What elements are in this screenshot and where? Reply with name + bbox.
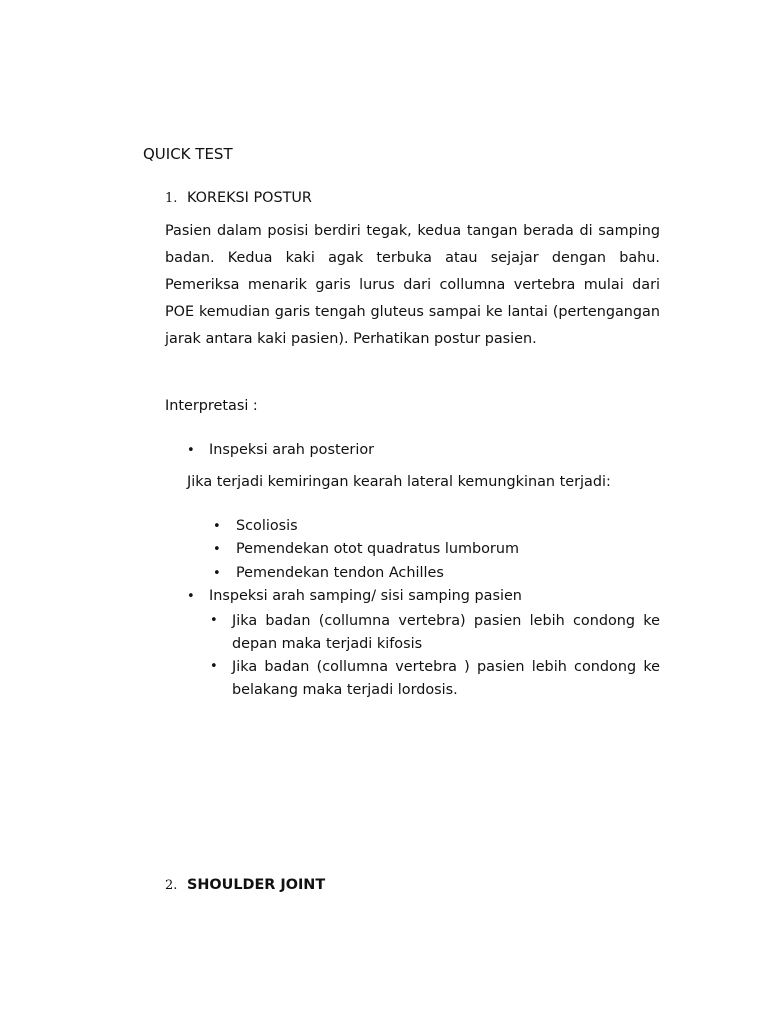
bullet-icon: •: [213, 542, 221, 557]
section-2-heading: [165, 877, 325, 893]
list-item-note: Jika terjadi kemiringan kearah lateral kemungkinan terjadi:: [187, 474, 611, 490]
section-1-number: 1.: [165, 191, 178, 206]
sub-list-item: Jika badan (collumna vertebra ) pasien lebih condong ke belakang maka terjadi lordosis.: [232, 659, 660, 698]
bullet-icon: •: [187, 443, 195, 458]
sub-list-item: Pemendekan otot quadratus lumborum: [236, 541, 519, 557]
section-1-title: KOREKSI POSTUR: [187, 190, 312, 206]
section-2-number: 2.: [165, 878, 178, 893]
interpretation-label: Interpretasi :: [165, 398, 258, 414]
sub-list-item: Scoliosis: [236, 518, 298, 534]
section-1-heading: [165, 190, 312, 206]
section-2-title: SHOULDER JOINT: [187, 877, 326, 893]
list-item: Inspeksi arah posterior: [209, 442, 375, 458]
section-1-paragraph: Pasien dalam posisi berdiri tegak, kedua tangan berada di samping badan. Kedua kaki agak terbuka atau sejajar dengan bahu. Pemeriksa menarik garis lurus dari collumna vertebra mulai dari POE kemudian garis tengah gluteus sampai ke lantai (pertengangan jarak antara kaki pasien). Perhatikan postur pasien.: [165, 223, 660, 347]
bullet-icon: •: [213, 566, 221, 581]
bullet-icon: •: [210, 613, 218, 628]
list-item: Inspeksi arah samping/ sisi samping pasien: [209, 588, 522, 604]
sub-list-item: Jika badan (collumna vertebra) pasien lebih condong ke depan maka terjadi kifosis: [232, 613, 660, 652]
document-title: QUICK TEST: [143, 145, 233, 163]
bullet-icon: •: [187, 589, 195, 604]
bullet-icon: •: [210, 659, 218, 674]
sub-list-item: Pemendekan tendon Achilles: [236, 565, 444, 581]
bullet-icon: •: [213, 519, 221, 534]
